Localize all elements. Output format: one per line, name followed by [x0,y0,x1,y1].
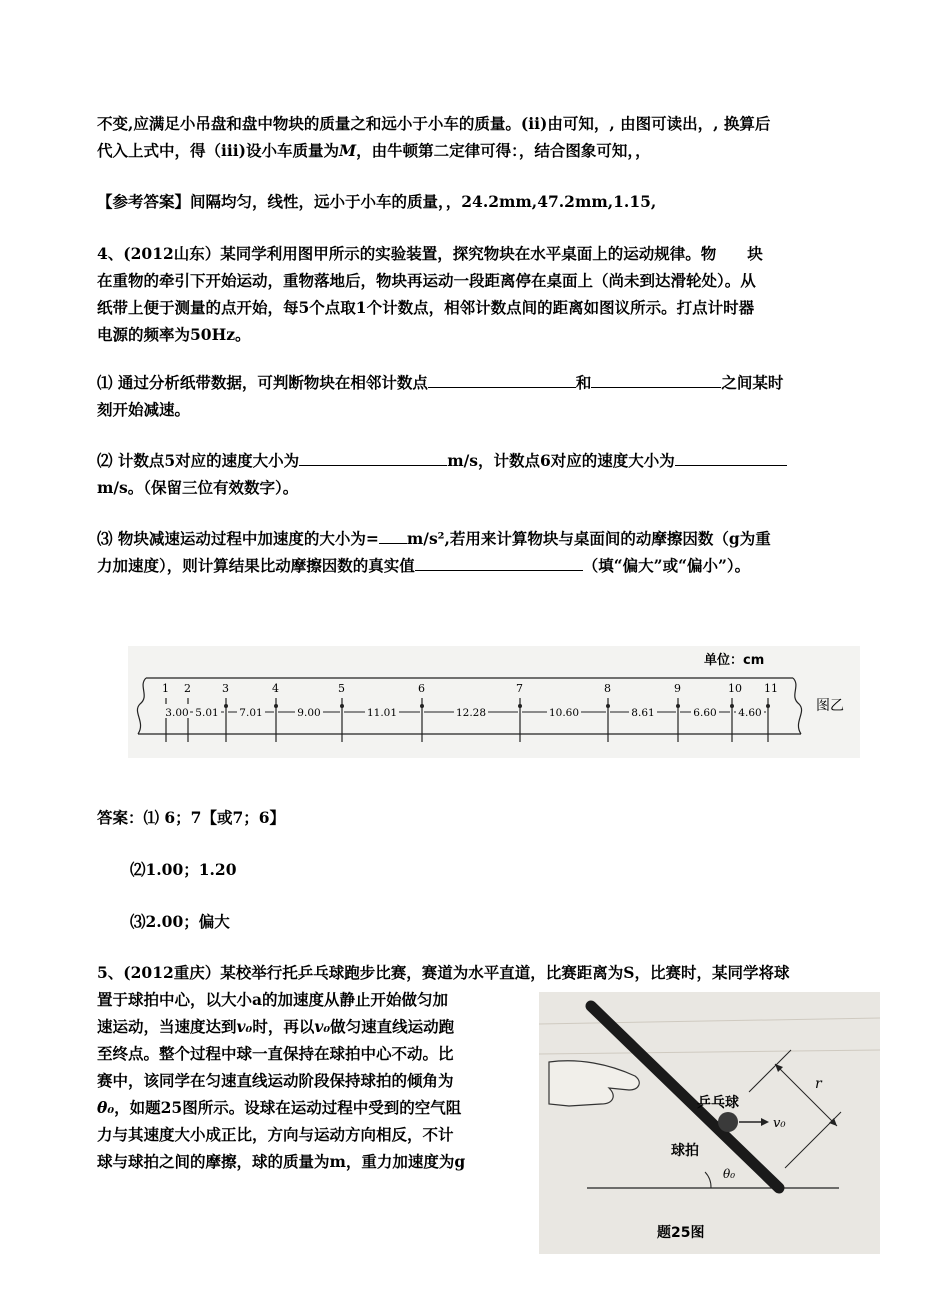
count-point-label: 6 [418,682,425,695]
question-5-stem [97,986,527,1175]
unit-label: 单位：cm [704,653,765,668]
question-4-stem [97,240,867,348]
question-4-part-3 [97,525,867,579]
distance-label: 9.00 [297,707,321,719]
text-line: 4、(2012山东）某同学利用图甲所示的实验装置，探究物块在水平桌面上的运动规律。物 块 [97,244,763,263]
paragraph-solution-continued [97,110,867,164]
count-point-label: 11 [764,682,778,695]
count-point-dot [606,704,610,708]
text-line: 代入上式中，得（iii)设小车质量为M，由牛顿第二定律可得：，结合图象可知，， [97,141,651,160]
count-point-dot [420,704,424,708]
distance-label: 11.01 [366,707,398,719]
count-point-label: 2 [184,682,191,695]
distance-label: 5.01 [195,707,219,719]
answer-blank[interactable] [415,554,583,571]
distance-label: 10.60 [548,707,580,719]
question-5-line-1: 5、(2012重庆）某校举行托乒乓球跑步比赛，赛道为水平直道，比赛距离为S，比赛时，某同学将球 [97,963,790,982]
count-point-label: 9 [674,682,681,695]
answer-blank[interactable] [591,371,721,388]
tape-marks [162,682,778,742]
distance-label: 4.60 [738,707,762,719]
text-fragment: m/s，计数点6对应的速度大小为 [447,451,675,470]
text-fragment: ⑶ 物块减速运动过程中加速度的大小为= [97,529,379,548]
count-point-dot [274,704,278,708]
count-point-dot [224,704,228,708]
text-fragment: ⑵ 计数点5对应的速度大小为 [97,451,300,470]
radius-label: r [815,1076,822,1092]
answer-4-part-2: ⑵1.00；1.20 [130,860,237,879]
paper-tape-figure [128,646,860,758]
text-line: θ₀，如题25图所示。设球在运动过程中受到的空气阻 [97,1098,462,1117]
count-point-dot [676,704,680,708]
text-fragment: （填“偏大”或“偏小”）。 [582,556,751,575]
velocity-label: v₀ [773,1116,786,1131]
distance-label: 6.60 [693,707,717,719]
text-line: m/s。（保留三位有效数字）。 [97,478,299,497]
count-point-label: 10 [728,682,742,695]
figure-caption: 题25图 [657,1225,705,1241]
text-fragment: 之间某时 [721,373,784,392]
count-point-label: 3 [222,682,229,695]
text-line: 不变,应满足小吊盘和盘中物块的质量之和远小于小车的质量。(ii)由可知，, 由图可读出，, 换算后 [97,114,771,133]
question-4-part-2 [97,447,867,501]
answer-blank[interactable] [379,527,407,544]
text-line: 在重物的牵引下开始运动，重物落地后，物块再运动一段距离停在桌面上（尚未到达滑轮处）。从 [97,271,756,290]
count-point-label: 5 [338,682,345,695]
count-point-label: 1 [162,682,169,695]
paddle-label: 球拍 [671,1143,699,1159]
text-line: 力与其速度大小成正比，方向与运动方向相反，不计 [97,1125,454,1144]
ball-label: 乒乓球 [697,1095,739,1111]
text-fragment: 力加速度），则计算结果比动摩擦因数的真实值 [97,556,415,575]
tape-diagram [128,646,860,758]
figure-label: 图乙 [816,698,844,714]
count-point-dot [518,704,522,708]
answer-4-part-3: ⑶2.00；偏大 [130,912,230,931]
answer-blank[interactable] [675,449,787,466]
distance-label: 7.01 [239,707,263,719]
text-line: 赛中，该同学在匀速直线运动阶段保持球拍的倾角为 [97,1071,454,1090]
count-point-label: 4 [272,682,279,695]
text-line: 刻开始减速。 [97,400,191,419]
paddle [591,1006,779,1188]
text-line: 电源的频率为50Hz。 [97,325,251,344]
text-fragment: m/s²,若用来计算物块与桌面间的动摩擦因数（g为重 [406,529,771,548]
text-line: 纸带上便于测量的点开始，每5个点取1个计数点，相邻计数点间的距离如图议所示。打点计时器 [97,298,755,317]
paddle-photo-figure [539,992,880,1254]
answer-4-part-1: 答案：⑴ 6；7【或7；6】 [97,808,286,827]
text-line: 速运动，当速度达到v₀时，再以v₀做匀速直线运动跑 [97,1017,455,1036]
angle-label: θ₀ [723,1167,736,1181]
hand-drawing [549,1061,639,1106]
text-line: 置于球拍中心，以大小a的加速度从静止开始做匀加 [97,990,449,1009]
answer-blank[interactable] [428,371,576,388]
distance-label: 12.28 [455,707,487,719]
count-point-dot [340,704,344,708]
count-point-label: 8 [604,682,611,695]
text-line: 球与球拍之间的摩擦，球的质量为m，重力加速度为g [97,1152,466,1171]
question-4-part-1 [97,369,867,423]
answer-blank[interactable] [299,449,447,466]
distance-label: 8.61 [631,707,655,719]
ball [718,1112,738,1132]
paddle-diagram [539,992,880,1254]
count-point-dot [766,704,770,708]
text-line: 至终点。整个过程中球一直保持在球拍中心不动。比 [97,1044,454,1063]
count-point-dot [730,704,734,708]
text-fragment: 和 [575,373,592,392]
reference-answer-3: 【参考答案】间隔均匀，线性，远小于小车的质量，，24.2mm,47.2mm,1.15, [97,192,657,211]
text-fragment: ⑴ 通过分析纸带数据，可判断物块在相邻计数点 [97,373,428,392]
distance-label: 3.00 [165,707,189,719]
count-point-label: 7 [516,682,523,695]
